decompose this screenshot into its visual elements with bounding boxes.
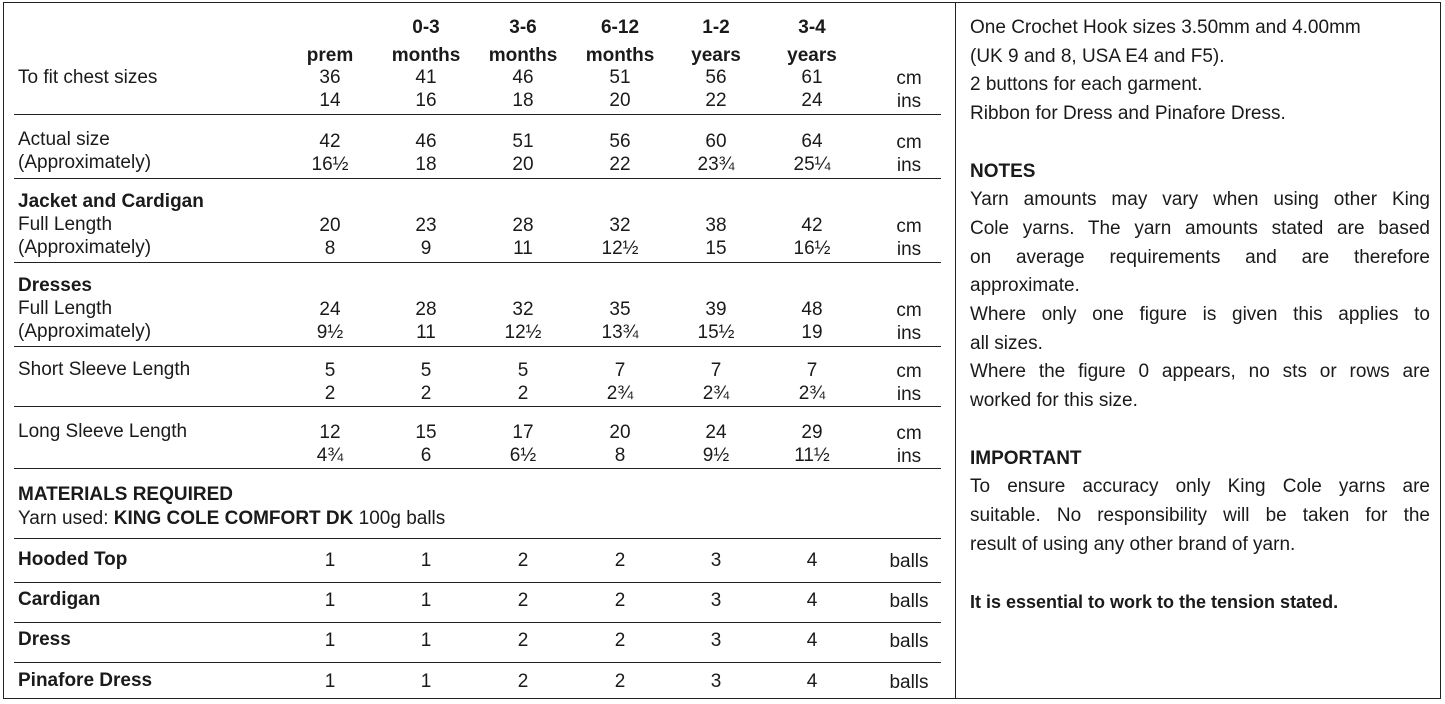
balls-value: 3 xyxy=(710,590,722,611)
section-heading: Jacket and Cardigan xyxy=(18,191,204,212)
hook-line-1: One Crochet Hook sizes 3.50mm and 4.00mm xyxy=(970,17,1361,38)
value-cm: 12 xyxy=(319,422,341,443)
value-ins: 8 xyxy=(614,445,626,466)
row-divider xyxy=(14,346,941,347)
unit-ins: ins xyxy=(896,446,922,467)
row-divider xyxy=(14,262,941,263)
balls-value: 1 xyxy=(324,671,336,692)
value-ins: 2 xyxy=(420,383,432,404)
row-label: To fit chest sizes xyxy=(18,67,158,88)
value-cm: 56 xyxy=(609,131,631,152)
value-cm: 5 xyxy=(420,360,432,381)
row-divider xyxy=(14,406,941,407)
row-label: (Approximately) xyxy=(18,152,152,173)
row-divider xyxy=(14,538,941,539)
row-divider xyxy=(14,622,941,623)
unit-balls: balls xyxy=(889,551,929,572)
buttons-line: 2 buttons for each garment. xyxy=(970,74,1203,96)
value-ins: 4¾ xyxy=(316,445,344,466)
important-title: IMPORTANT xyxy=(970,447,1082,469)
col-header-3-6: 3-6 xyxy=(509,17,537,38)
value-ins: 12½ xyxy=(601,238,639,259)
value-ins: 20 xyxy=(609,90,631,111)
value-ins: 11 xyxy=(416,322,436,343)
value-cm: 64 xyxy=(801,131,823,152)
value-ins: 9½ xyxy=(702,445,730,466)
unit-ins: ins xyxy=(896,155,922,176)
unit-cm: cm xyxy=(896,132,922,153)
balls-value: 1 xyxy=(324,550,336,571)
unit-cm: cm xyxy=(896,68,922,89)
balls-value: 2 xyxy=(614,590,626,611)
row-label: Long Sleeve Length xyxy=(18,421,188,442)
value-ins: 9 xyxy=(420,238,432,259)
value-cm: 35 xyxy=(609,299,631,320)
value-cm: 7 xyxy=(614,360,626,381)
value-ins: 2¾ xyxy=(606,383,634,404)
value-cm: 36 xyxy=(319,67,341,88)
value-cm: 51 xyxy=(512,131,534,152)
col-header-0-3-unit: months xyxy=(391,45,461,66)
value-cm: 48 xyxy=(801,299,823,320)
value-cm: 17 xyxy=(512,422,534,443)
value-ins: 12½ xyxy=(504,322,542,343)
balls-value: 1 xyxy=(324,630,336,651)
section-heading: Dresses xyxy=(18,275,92,296)
value-ins: 18 xyxy=(512,90,534,111)
ribbon-line: Ribbon for Dress and Pinafore Dress. xyxy=(970,103,1286,125)
value-ins: 24 xyxy=(801,90,823,111)
notes-line: on average requirements and are therefore xyxy=(970,246,1430,268)
yarn-prefix: Yarn used: xyxy=(18,508,114,529)
important-line: result of using any other brand of yarn. xyxy=(970,533,1296,555)
yarn-used xyxy=(18,507,445,530)
value-ins: 11½ xyxy=(794,445,830,466)
hook-line-2: (UK 9 and 8, USA E4 and F5). xyxy=(970,45,1225,67)
row-divider xyxy=(14,468,941,469)
value-ins: 23¾ xyxy=(697,154,735,175)
value-cm: 15 xyxy=(415,422,437,443)
value-ins: 2¾ xyxy=(702,383,730,404)
unit-cm: cm xyxy=(896,361,922,382)
value-cm: 32 xyxy=(609,215,631,236)
value-ins: 6½ xyxy=(509,445,537,466)
col-header-3-4-unit: years xyxy=(787,45,837,66)
unit-cm: cm xyxy=(896,300,922,321)
row-label: Full Length xyxy=(18,298,113,319)
value-cm: 20 xyxy=(609,422,631,443)
notes-line: all sizes. xyxy=(970,332,1043,354)
yarn-name: KING COLE COMFORT DK xyxy=(113,508,354,529)
balls-value: 1 xyxy=(420,590,432,611)
value-ins: 20 xyxy=(512,154,534,175)
value-ins: 16½ xyxy=(793,238,831,259)
value-ins: 15 xyxy=(705,238,727,259)
value-cm: 46 xyxy=(415,131,437,152)
important-line: suitable. No responsibility will be taken for the xyxy=(970,504,1430,526)
value-cm: 39 xyxy=(705,299,727,320)
value-cm: 42 xyxy=(319,131,341,152)
value-cm: 28 xyxy=(415,299,437,320)
important-line: To ensure accuracy only King Cole yarns are xyxy=(970,476,1430,498)
col-header-0-3: 0-3 xyxy=(412,17,440,38)
balls-value: 1 xyxy=(420,550,432,571)
notes-line: Cole yarns. The yarn amounts stated are based xyxy=(970,217,1430,239)
row-divider xyxy=(14,582,941,583)
value-cm: 24 xyxy=(319,299,341,320)
balls-value: 4 xyxy=(806,671,818,692)
row-divider xyxy=(14,114,941,115)
unit-cm: cm xyxy=(896,423,922,444)
garment-label: Pinafore Dress xyxy=(18,670,153,691)
value-ins: 16 xyxy=(415,90,437,111)
materials-title: MATERIALS REQUIRED xyxy=(18,484,233,505)
row-divider xyxy=(14,178,941,179)
notes-line: Where only one figure is given this applies to xyxy=(970,304,1430,326)
value-cm: 60 xyxy=(705,131,727,152)
value-ins: 22 xyxy=(705,90,727,111)
value-cm: 20 xyxy=(319,215,341,236)
unit-ins: ins xyxy=(896,323,922,344)
notes-line: Yarn amounts may vary when using other King xyxy=(970,189,1430,211)
value-cm: 32 xyxy=(512,299,534,320)
value-cm: 7 xyxy=(806,360,818,381)
balls-value: 2 xyxy=(517,671,529,692)
col-header-6-12: 6-12 xyxy=(600,17,640,38)
row-label: (Approximately) xyxy=(18,237,152,258)
balls-value: 3 xyxy=(710,550,722,571)
value-cm: 42 xyxy=(801,215,823,236)
balls-value: 4 xyxy=(806,550,818,571)
balls-value: 2 xyxy=(614,550,626,571)
row-label: (Approximately) xyxy=(18,321,152,342)
notes-title: NOTES xyxy=(970,160,1036,182)
balls-value: 1 xyxy=(324,590,336,611)
value-ins: 19 xyxy=(801,322,823,343)
balls-value: 3 xyxy=(710,671,722,692)
notes-line: worked for this size. xyxy=(970,390,1138,412)
unit-cm: cm xyxy=(896,216,922,237)
col-header-1-2: 1-2 xyxy=(702,17,730,38)
row-label: Full Length xyxy=(18,214,113,235)
col-header-3-6-unit: months xyxy=(488,45,558,66)
yarn-suffix: 100g balls xyxy=(353,508,446,529)
value-ins: 14 xyxy=(319,90,341,111)
col-header-prem: prem xyxy=(306,45,354,66)
value-ins: 2 xyxy=(324,383,336,404)
garment-label: Dress xyxy=(18,629,71,650)
value-ins: 6 xyxy=(420,445,432,466)
value-ins: 13¾ xyxy=(601,322,639,343)
value-ins: 25¼ xyxy=(793,154,831,175)
balls-value: 1 xyxy=(420,630,432,651)
value-cm: 61 xyxy=(801,67,823,88)
value-ins: 16½ xyxy=(311,154,349,175)
row-label: Short Sleeve Length xyxy=(18,359,191,380)
value-ins: 2¾ xyxy=(798,383,826,404)
balls-value: 2 xyxy=(614,671,626,692)
row-divider xyxy=(14,662,941,663)
value-ins: 18 xyxy=(415,154,437,175)
notes-line: approximate. xyxy=(970,275,1080,297)
balls-value: 2 xyxy=(517,550,529,571)
unit-balls: balls xyxy=(889,631,929,652)
unit-ins: ins xyxy=(896,91,922,112)
value-ins: 15½ xyxy=(697,322,735,343)
balls-value: 3 xyxy=(710,630,722,651)
col-header-6-12-unit: months xyxy=(585,45,655,66)
value-cm: 41 xyxy=(415,67,437,88)
value-cm: 38 xyxy=(705,215,727,236)
value-ins: 11 xyxy=(513,238,533,259)
garment-label: Cardigan xyxy=(18,589,101,610)
balls-value: 4 xyxy=(806,590,818,611)
value-cm: 5 xyxy=(517,360,529,381)
balls-value: 2 xyxy=(517,590,529,611)
col-header-1-2-unit: years xyxy=(691,45,741,66)
unit-ins: ins xyxy=(896,384,922,405)
value-cm: 5 xyxy=(324,360,336,381)
balls-value: 4 xyxy=(806,630,818,651)
value-cm: 56 xyxy=(705,67,727,88)
col-header-3-4: 3-4 xyxy=(798,17,826,38)
value-ins: 2 xyxy=(517,383,529,404)
row-label: Actual size xyxy=(18,129,110,150)
garment-label: Hooded Top xyxy=(18,549,128,570)
value-cm: 24 xyxy=(705,422,727,443)
value-cm: 51 xyxy=(609,67,631,88)
notes-line: Where the figure 0 appears, no sts or rows are xyxy=(970,361,1430,383)
unit-balls: balls xyxy=(889,591,929,612)
value-cm: 28 xyxy=(512,215,534,236)
balls-value: 1 xyxy=(420,671,432,692)
balls-value: 2 xyxy=(614,630,626,651)
value-ins: 8 xyxy=(324,238,336,259)
value-ins: 9½ xyxy=(316,322,344,343)
value-cm: 29 xyxy=(801,422,823,443)
right-panel xyxy=(970,14,1430,617)
tension-note: It is essential to work to the tension stated. xyxy=(970,592,1339,613)
value-cm: 23 xyxy=(415,215,437,236)
value-ins: 22 xyxy=(609,154,631,175)
value-cm: 46 xyxy=(512,67,534,88)
column-divider xyxy=(955,2,956,699)
unit-balls: balls xyxy=(889,672,929,693)
unit-ins: ins xyxy=(896,239,922,260)
balls-value: 2 xyxy=(517,630,529,651)
value-cm: 7 xyxy=(710,360,722,381)
